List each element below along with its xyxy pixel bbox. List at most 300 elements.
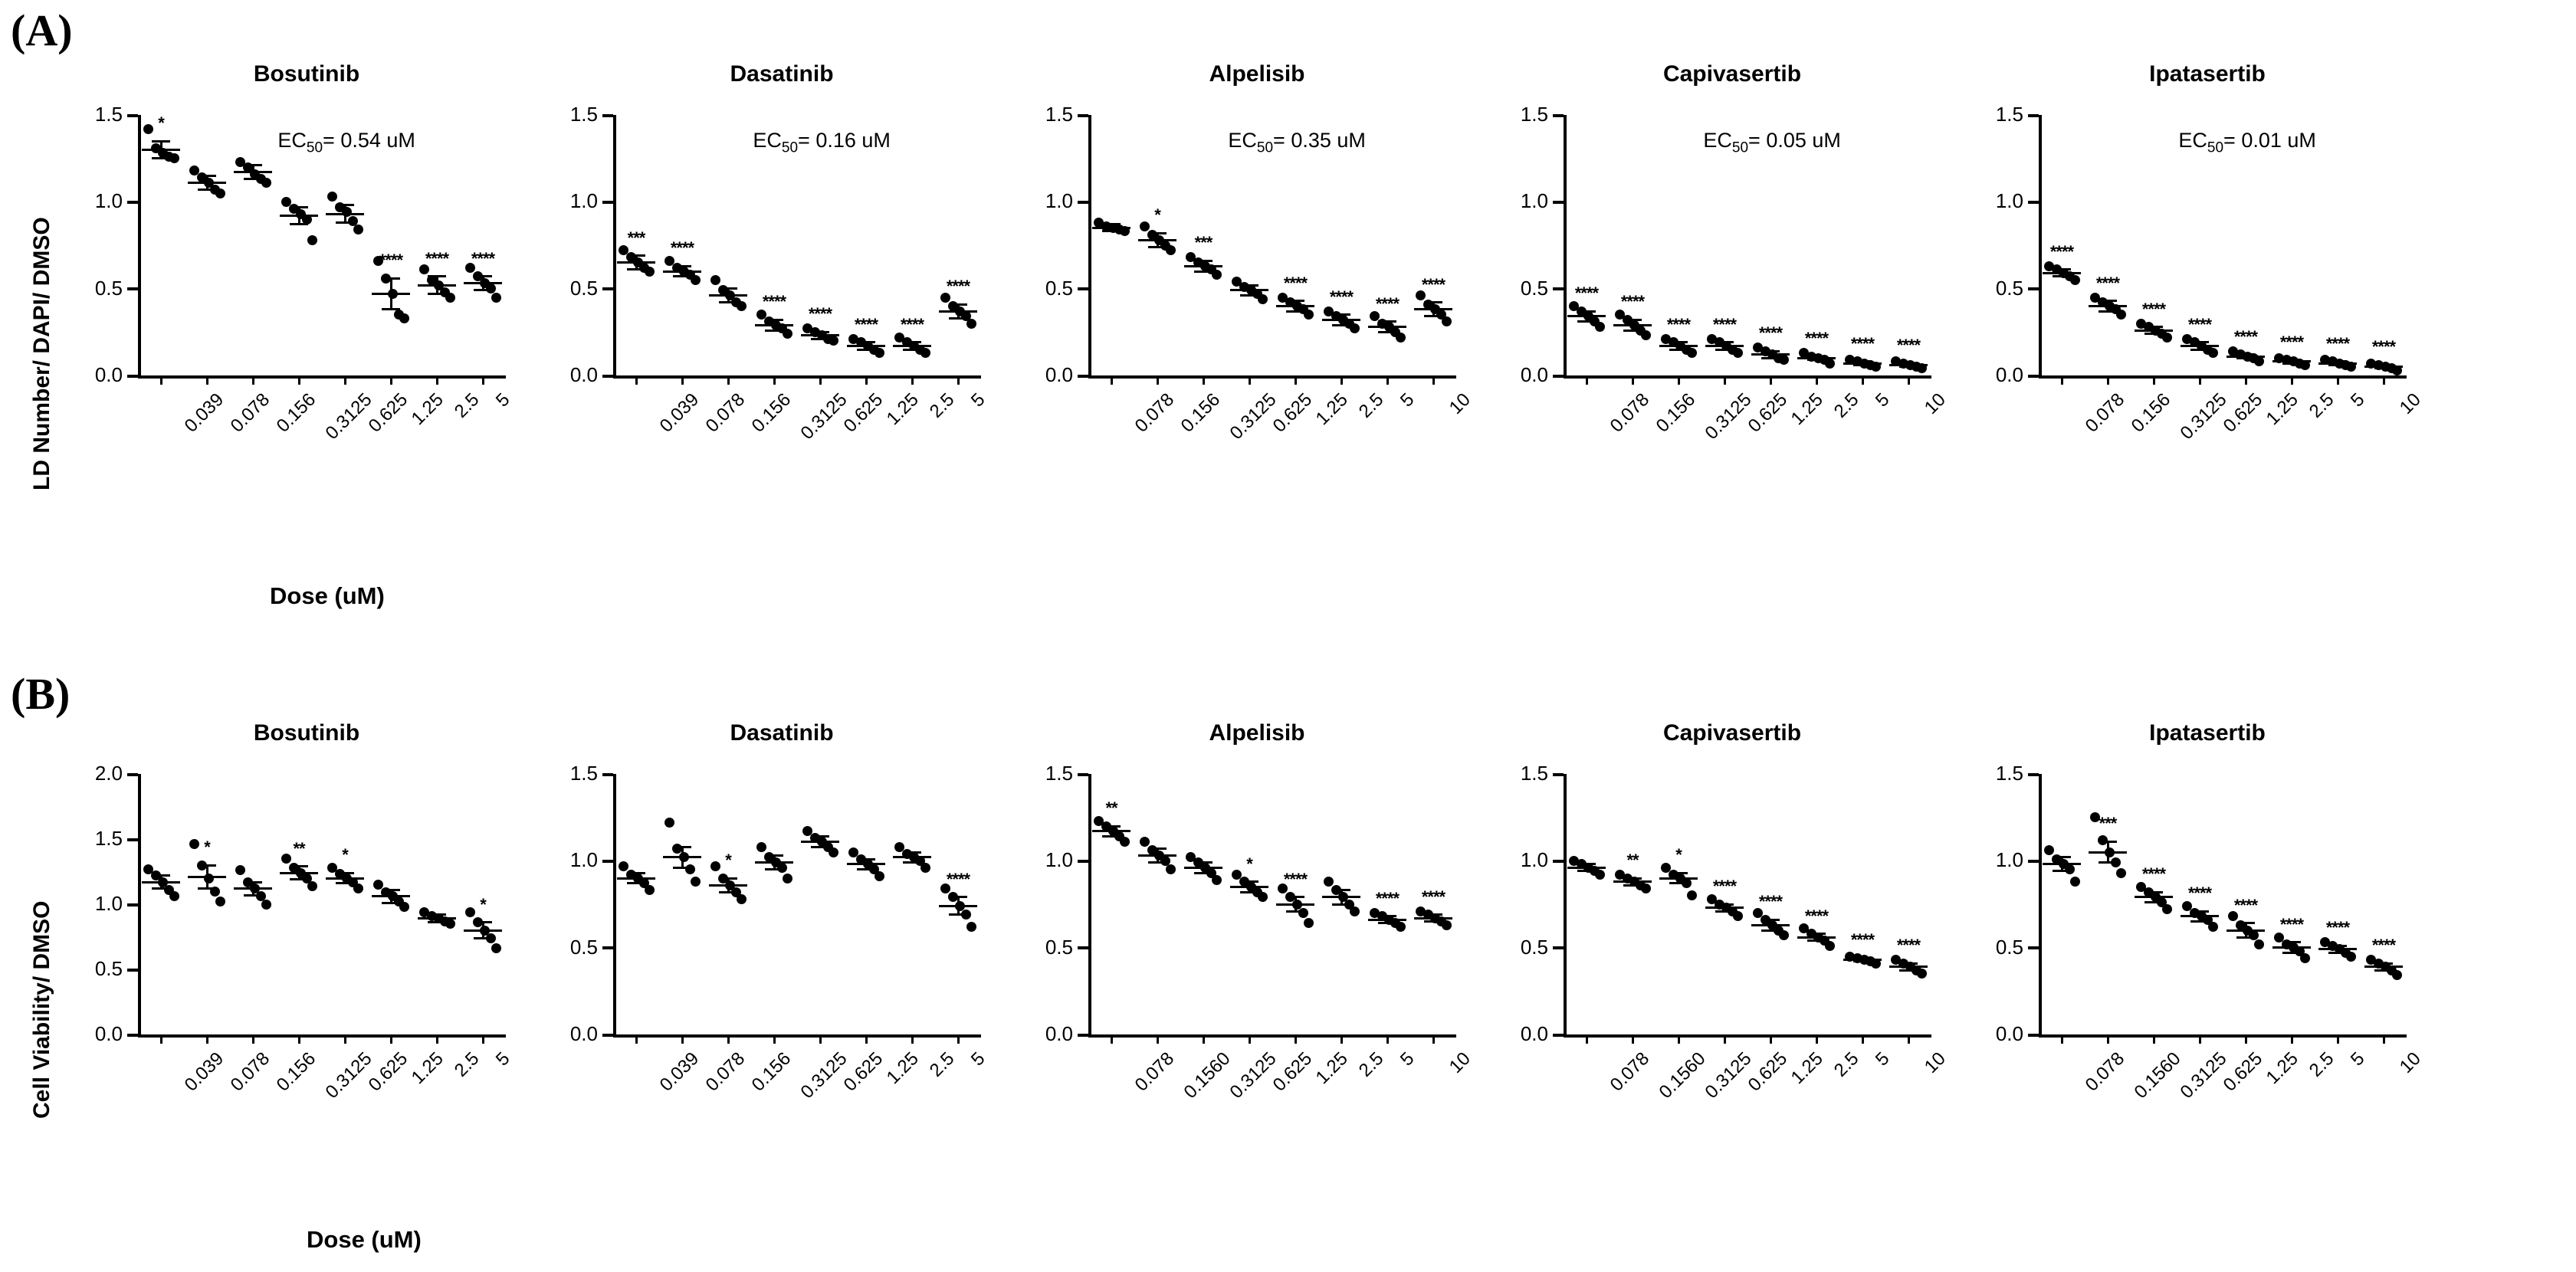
x-tick-label: 0.078 [1606,1048,1654,1096]
error-bar [2245,923,2247,937]
error-cap [290,878,308,880]
error-bar [160,141,162,159]
y-tick [1078,375,1088,378]
x-tick-label: 5 [2346,1048,2369,1070]
x-tick-label: 0.039 [180,1048,228,1096]
y-tick-label: 0.5 [1520,935,1548,959]
x-axis-line [613,375,981,379]
x-tick-label: 0.156 [1652,389,1700,437]
x-tick [482,1034,484,1044]
x-tick-label: 1.25 [882,389,923,430]
error-cap [1378,922,1396,924]
data-point [1166,864,1176,874]
x-tick-label: 0.3125 [2176,389,2231,444]
y-tick-label: 1.0 [569,848,598,872]
error-cap [765,329,783,332]
error-bar [957,897,960,915]
error-cap [811,331,829,333]
error-cap [2190,910,2209,913]
y-tick [1553,1034,1564,1037]
error-cap [1715,349,1734,351]
data-point [737,894,747,904]
error-cap [1669,872,1688,874]
error-bar [436,277,438,294]
error-cap [1240,284,1258,287]
y-tick [1553,114,1564,117]
x-axis-line [2039,1034,2407,1038]
data-point [1595,870,1605,880]
error-cap [857,341,875,343]
significance-marker: **** [2233,326,2258,346]
x-tick-label: 0.1560 [1655,1048,1710,1103]
data-point [399,902,409,912]
significance-marker: **** [1329,287,1354,307]
chart-title: Capivasertib [1662,61,1802,87]
data-point [2070,275,2080,285]
significance-marker: **** [1804,329,1829,349]
x-tick [635,375,638,385]
data-point [2392,970,2402,980]
data-point [2208,348,2218,358]
y-tick-label: 1.0 [569,189,598,213]
error-cap [1577,870,1596,872]
x-tick-label: 2.5 [1354,389,1388,422]
data-point [2254,939,2264,949]
significance-marker: **** [2141,299,2166,319]
chart-title: Bosutinib [253,61,360,87]
data-point [710,275,720,285]
error-cap [673,867,691,869]
data-point [1396,922,1406,932]
error-cap [2190,341,2209,343]
x-tick [1249,375,1251,385]
x-tick [1249,1034,1251,1044]
error-cap [2328,364,2347,366]
significance-marker: **** [854,314,878,334]
error-cap [627,882,645,884]
error-cap [811,835,829,838]
panel-b-x-axis-label: Dose (uM) [307,1226,422,1253]
y-tick [2028,860,2039,863]
x-tick [1678,1034,1680,1044]
error-cap [1761,919,1780,921]
x-tick-label: 1.25 [2262,389,2302,430]
data-point [1733,911,1743,921]
x-tick [390,1034,392,1044]
significance-marker: **** [1850,930,1875,950]
x-tick-label: 0.3125 [796,1048,852,1103]
data-point [1304,310,1314,320]
error-cap [1102,230,1121,232]
error-bar [482,277,484,290]
data-point [1396,333,1406,343]
x-tick [1908,375,1910,385]
significance-marker: * [342,845,348,865]
error-cap [1332,313,1350,316]
data-point [327,192,337,202]
plot-area [1520,762,1950,1103]
y-tick-label: 1.5 [1045,762,1073,785]
x-tick-label: 10 [2395,389,2425,418]
data-point [829,847,838,857]
data-point [2300,953,2310,963]
y-tick [1078,860,1088,863]
error-cap [1102,835,1121,838]
data-point [261,178,271,188]
significance-marker: **** [1375,888,1400,908]
error-bar [206,175,208,189]
error-bar [482,923,484,938]
significance-marker: *** [1194,233,1213,253]
x-axis-line [1088,375,1456,379]
data-point [445,293,455,303]
significance-marker: *** [2099,814,2117,834]
significance-marker: **** [1283,869,1308,889]
y-tick-label: 0.5 [94,957,123,980]
x-tick-label: 0.3125 [321,1048,376,1103]
x-tick-label: 0.625 [1268,389,1317,437]
error-cap [1240,294,1258,297]
x-tick-label: 1.25 [2262,1048,2302,1089]
error-cap [765,319,783,321]
error-cap [2374,962,2393,965]
x-tick-label: 2.5 [925,1048,959,1081]
x-tick [344,375,346,385]
x-tick-label: 5 [1396,1048,1419,1070]
error-cap [1623,877,1642,880]
y-tick-label: 1.5 [1995,762,2023,785]
x-tick-label: 0.039 [180,389,228,437]
error-cap [2053,275,2071,277]
error-cap [2282,362,2301,365]
y-tick [127,838,138,841]
x-tick-label: 0.625 [839,389,888,437]
error-cap [1148,847,1167,850]
x-tick [206,375,208,385]
y-tick-label: 1.0 [1995,189,2023,213]
panel-letter-a: (A) [11,5,73,55]
significance-marker: **** [1896,936,1921,956]
error-bar [390,890,392,903]
data-point [1258,892,1268,902]
error-cap [719,891,737,893]
error-cap [152,157,170,159]
significance-marker: **** [946,869,970,889]
error-cap [1148,246,1167,248]
data-point [169,891,179,901]
error-cap [336,872,354,874]
data-point [645,885,655,895]
y-tick [127,114,138,117]
y-tick [127,1034,138,1037]
error-cap [290,223,308,225]
error-cap [1577,310,1596,313]
error-cap [857,868,875,870]
x-tick-label: 2.5 [450,1048,484,1081]
x-tick-label: 0.3125 [1701,1048,1756,1103]
error-bar [957,304,960,318]
error-cap [1424,301,1442,303]
x-tick [206,1034,208,1044]
significance-marker: **** [1283,273,1308,293]
significance-marker: **** [2371,337,2396,357]
x-tick-label: 10 [2395,1048,2425,1077]
panel-a-y-axis-label: LD Number/ DAPI/ DMSO [29,217,54,490]
y-tick [127,201,138,204]
error-cap [1853,360,1872,362]
y-axis-line [138,774,141,1034]
error-cap [1853,364,1872,366]
y-tick [1078,773,1088,776]
data-point [1212,875,1222,885]
x-axis-line [1088,1034,1456,1038]
error-cap [903,349,921,351]
data-point [1166,245,1176,255]
x-tick [1770,375,1772,385]
x-tick [1632,375,1634,385]
x-tick-label: 0.156 [747,1048,796,1096]
error-cap [1240,880,1258,883]
error-cap [1899,962,1918,965]
error-cap [2053,856,2071,858]
error-cap [1332,903,1350,906]
y-tick [2028,287,2039,290]
y-tick [127,773,138,776]
data-point [1258,294,1268,304]
significance-marker: * [1675,845,1682,865]
significance-marker: **** [946,277,970,297]
data-point [2116,310,2126,320]
x-tick-label: 5 [491,389,514,411]
y-tick [1553,375,1564,378]
y-tick-label: 1.0 [94,189,123,213]
error-cap [2236,936,2255,939]
x-axis-line [1564,375,1931,379]
data-point [445,919,455,929]
error-cap [1761,350,1780,352]
data-point [2208,922,2218,932]
error-cap [1715,341,1734,343]
error-bar [252,882,254,895]
error-cap [1102,223,1121,225]
x-tick [2107,375,2109,385]
error-cap [1424,920,1442,923]
x-tick-label: 2.5 [2305,1048,2338,1081]
y-tick-label: 0.0 [1995,1022,2023,1045]
error-cap [2144,333,2163,335]
x-tick-label: 0.625 [2219,389,2267,437]
x-tick [298,375,300,385]
error-bar [635,256,638,270]
y-tick [2028,773,2039,776]
y-tick-label: 0.0 [1045,363,1073,386]
x-tick [252,375,254,385]
data-point [204,874,214,884]
error-cap [428,275,446,277]
error-cap [903,861,921,864]
error-cap [719,301,737,303]
significance-marker: **** [379,251,403,270]
chart-title: Ipatasertib [2149,61,2266,87]
x-tick [1816,1034,1818,1044]
data-point [143,124,153,134]
error-cap [336,221,354,224]
error-cap [244,881,262,884]
error-cap [1378,320,1396,323]
error-cap [719,877,737,880]
x-tick-label: 0.625 [364,389,412,437]
x-tick-label: 0.3125 [321,389,376,444]
y-tick-label: 0.0 [569,1022,598,1045]
x-tick [957,375,960,385]
x-tick-label: 0.039 [655,1048,704,1096]
significance-marker: **** [1574,284,1599,303]
error-cap [1807,359,1826,361]
chart-title: Capivasertib [1662,720,1802,746]
error-cap [2236,353,2255,356]
y-tick [127,903,138,906]
x-tick [2153,1034,2155,1044]
x-tick [1386,1034,1389,1044]
data-point [875,348,884,358]
y-tick-label: 1.5 [94,103,123,126]
x-tick [819,375,822,385]
panel-a-x-axis-label: Dose (uM) [270,582,385,609]
data-point [2162,333,2172,343]
ec50-annotation: $EC_{50}= 0.54$ uM [277,129,415,156]
x-tick [1432,375,1435,385]
x-tick [1203,1034,1205,1044]
data-point [1825,359,1835,369]
x-tick [1111,1034,1113,1044]
data-point [2162,904,2172,914]
error-bar [390,278,392,310]
significance-marker: **** [670,238,694,258]
x-tick-label: 5 [1871,389,1894,411]
y-tick [1078,1034,1088,1037]
y-tick [2028,375,2039,378]
x-tick [1586,375,1588,385]
error-cap [474,289,492,291]
ec50-annotation: $EC_{50}= 0.35$ uM [1228,129,1366,156]
x-axis-line [2039,375,2407,379]
data-point [920,863,930,873]
y-axis-line [1088,115,1091,375]
y-tick [602,1034,613,1037]
error-cap [290,206,308,208]
chart-title: Bosutinib [253,720,360,746]
x-tick-label: 0.625 [1744,389,1792,437]
chart-title: Alpelisib [1209,61,1305,87]
significance-marker: **** [2187,314,2212,334]
error-cap [2099,300,2117,302]
significance-marker: ** [1626,851,1639,870]
data-point [966,319,976,329]
error-cap [2236,357,2255,359]
error-cap [949,303,967,306]
significance-marker: ** [1105,798,1117,818]
error-cap [382,277,400,280]
error-bar [160,876,162,889]
error-bar [344,205,346,223]
x-tick-label: 0.078 [1130,389,1179,437]
error-cap [1424,913,1442,916]
data-point [1641,884,1651,893]
x-tick [344,1034,346,1044]
y-tick [602,201,613,204]
y-tick-label: 1.0 [1045,189,1073,213]
x-tick [1678,375,1680,385]
x-tick-label: 0.078 [2081,1048,2129,1096]
x-tick [1724,375,1726,385]
plot-area [1995,762,2425,1103]
significance-marker: **** [1712,877,1737,896]
data-point [1779,930,1789,940]
data-point [756,842,766,852]
y-tick [602,287,613,290]
x-tick-label: 2.5 [1829,389,1863,422]
error-cap [290,865,308,867]
error-bar [298,867,300,880]
significance-marker: * [158,113,164,133]
x-tick-label: 0.156 [1176,389,1225,437]
error-cap [1194,260,1213,262]
x-tick-label: 10 [1920,1048,1950,1077]
y-axis-line [1564,774,1567,1034]
x-tick [635,1034,638,1044]
x-tick-label: 5 [966,1048,989,1070]
x-tick [2383,375,2385,385]
error-cap [1378,915,1396,917]
error-cap [474,921,492,923]
x-tick-label: 1.25 [407,389,448,430]
significance-marker: **** [2049,241,2074,261]
significance-marker: **** [2371,936,2396,956]
data-point [189,839,199,849]
chart-title: Dasatinib [730,720,834,746]
significance-marker: **** [1850,333,1875,353]
x-tick-label: 5 [1396,389,1419,411]
error-cap [627,872,645,874]
x-tick [1586,1034,1588,1044]
error-bar [206,865,208,889]
data-point [353,884,363,893]
x-tick [160,1034,162,1044]
significance-marker: **** [1758,323,1783,343]
data-point [737,301,747,311]
error-cap [627,268,645,270]
x-tick [865,1034,868,1044]
significance-marker: * [1154,205,1160,225]
error-cap [1853,960,1872,962]
error-bar [1157,848,1159,862]
data-point [783,329,792,339]
y-tick-label: 1.5 [1520,103,1548,126]
error-bar [298,207,300,225]
error-cap [1378,331,1396,333]
data-point [353,225,363,234]
error-cap [1102,825,1121,828]
error-bar [1432,303,1435,316]
x-tick [1770,1034,1772,1044]
x-tick [2061,375,2063,385]
x-tick-label: 0.078 [2081,389,2129,437]
error-bar [1341,890,1343,904]
data-point [619,861,628,871]
error-cap [1807,933,1826,935]
error-cap [382,308,400,310]
error-cap [198,175,216,177]
